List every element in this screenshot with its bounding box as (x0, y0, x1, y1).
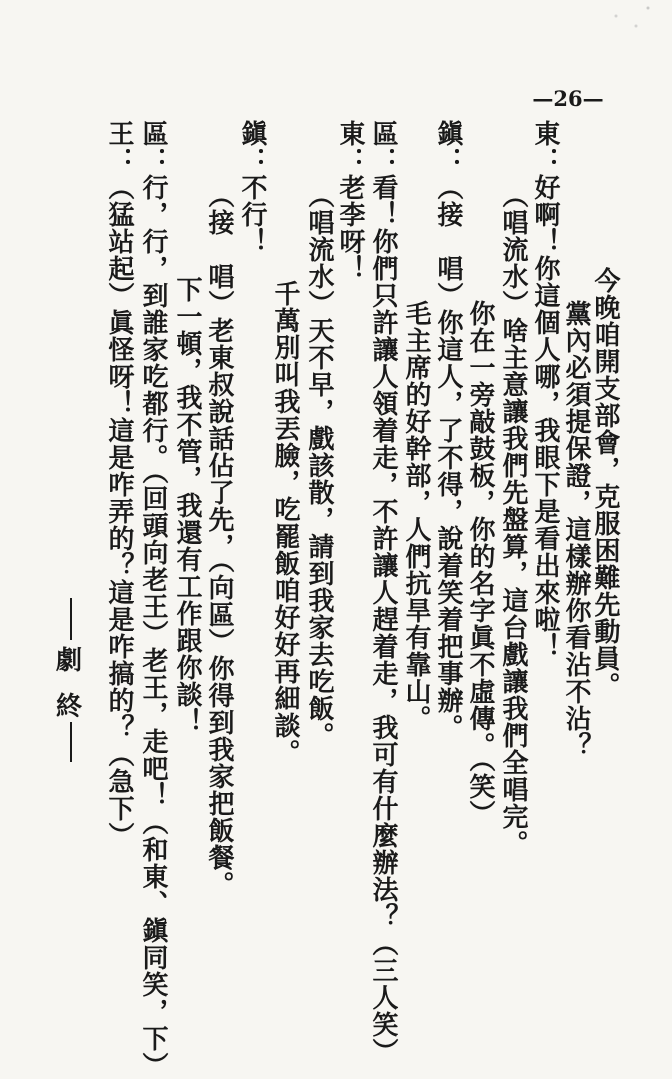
text-column (304, 182, 334, 749)
text-column (368, 120, 398, 1065)
column-text: 你在一旁敲鼓板，你的名字眞不虛傳。（笑） (465, 300, 495, 827)
end-rule-bottom (70, 722, 72, 762)
column-text: 千萬別叫我丟臉，吃罷飯咱好好再細談。 (270, 280, 300, 766)
text-column (561, 300, 591, 759)
column-text: （接 唱）你這人，了不得，說着笑着把事辦。 (433, 174, 463, 741)
column-text: （唱流水）天不早，戲該散，請到我家去吃飯。 (304, 182, 334, 749)
text-column (204, 182, 234, 898)
end-rule-top (70, 598, 72, 640)
text-column (335, 120, 365, 282)
text-column (104, 120, 134, 849)
column-text: （接 唱）老東叔說話佔了先，（向區）你得到我家把飯餐。 (204, 182, 234, 898)
text-column (270, 280, 300, 766)
column-text: 不行！ (237, 174, 267, 255)
column-text: 看！你們只許讓人領着走，不許讓人趕着走，我可有什麼辦法？（三人笑） (368, 174, 398, 1065)
speaker: 鎭： (433, 120, 463, 174)
column-text: 毛主席的好幹部，人們抗旱有靠山。 (401, 300, 431, 732)
text-column (138, 120, 168, 1079)
end-char-1: 劇 (56, 646, 83, 676)
speaker: 區： (138, 120, 168, 174)
text-column (237, 120, 267, 255)
text-column (590, 267, 620, 699)
column-text: 行，行，到誰家吃都行。（回頭向老王）老王，走吧！（和東、鎭同笑，下） (138, 174, 168, 1079)
text-column (401, 300, 431, 732)
column-text: 黨內必須提保證，這樣辦你看沾不沾？ (561, 300, 591, 759)
column-text: （唱流水）啥主意讓我們先盤算，這台戲讓我們全唱完。 (498, 182, 528, 857)
text-column (172, 276, 202, 735)
column-text: 下一頓，我不管，我還有工作跟你談！ (172, 276, 202, 735)
text-column (530, 120, 560, 660)
end-char-2: 終 (56, 692, 83, 722)
speaker: 區： (368, 120, 398, 174)
text-column (465, 300, 495, 827)
speaker: 東： (335, 120, 365, 174)
text-column (498, 182, 528, 857)
column-text: 老李呀！ (335, 174, 365, 282)
speaker: 王： (104, 120, 134, 174)
text-column (433, 120, 463, 741)
scan-speckle (592, 0, 672, 40)
column-text: 好啊！你這個人哪，我眼下是看出來啦！ (530, 174, 560, 660)
speaker: 東： (530, 120, 560, 174)
column-text: 今晚咱開支部會，克服困難先動員。 (590, 267, 620, 699)
speaker: 鎭： (237, 120, 267, 174)
column-text: （猛站起）眞怪呀！這是咋弄的？這是咋搞的？（急下） (104, 174, 134, 849)
page-number: —26— (532, 86, 604, 111)
